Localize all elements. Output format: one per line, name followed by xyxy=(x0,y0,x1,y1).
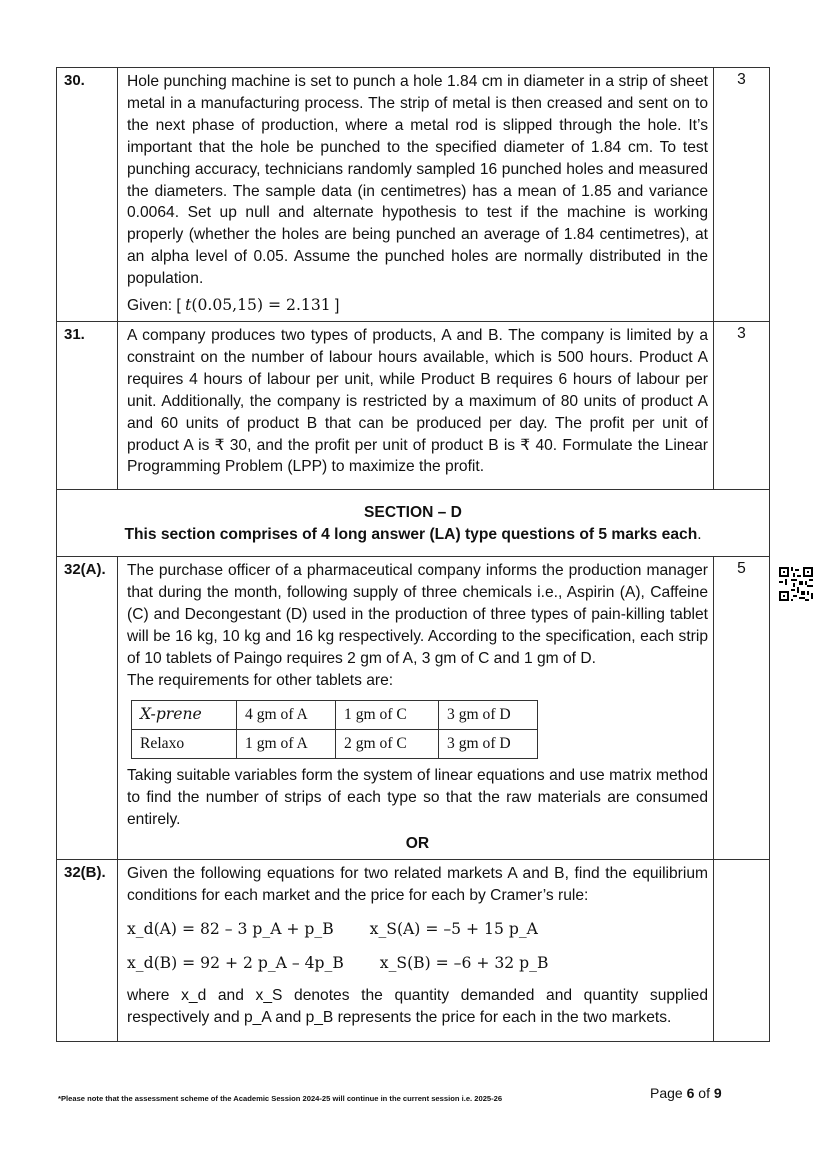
question-row xyxy=(57,860,770,1041)
equation-line-2 xyxy=(127,953,708,975)
section-header-row xyxy=(57,490,770,557)
page-number xyxy=(650,1085,722,1101)
equation-supply-a: x_S(A) = –5 + 15 p_A xyxy=(369,920,538,939)
question-marks xyxy=(714,860,770,1041)
questions-table xyxy=(56,67,770,1042)
where-text: where x_d and x_S denotes the quantity demanded and quantity supplied respectively and p_A and p_B represents the price for each in the two markets. xyxy=(127,987,708,1026)
or-label: OR xyxy=(405,835,430,853)
question-text: The purchase officer of a pharmaceutical company informs the production manager that during the month, following supply of three chemicals i.e., Aspirin (A), Caffeine (C) and Decongestant (D) used in the production of three types of pain-killing tablet will be 16 kg, 10 kg and 16 kg respectively. According to the specification, each strip of 10 tablets of Paingo requires 2 gm of A, 3 gm of C and 1 gm of D. xyxy=(127,562,708,667)
given-value: = 2.131 xyxy=(263,296,331,315)
question-number: 32(A). xyxy=(57,557,118,860)
question-text: Given the following equations for two related markets A and B, find the equilibrium conditions for each market and the price for each by Cramer’s rule: xyxy=(127,865,708,905)
page-of: of xyxy=(698,1085,710,1101)
given-line xyxy=(127,295,708,317)
question-text: A company produces two types of products, A and B. The company is limited by a constraint on the number of labour hours available, which is 500 hours. Product A requires 4 hours of labour per unit, while Product B requires 6 hours of labour per unit. Additionally, the company is restricted by a maximum of 80 units of product A and 60 units of product B that can be produced per day. The profit per unit of product A is ₹ 30, and the profit per unit of product B is ₹ 40. Formulate the Linear Programming Problem (LPP) to maximize the profit. xyxy=(127,326,708,476)
given-t-symbol: t xyxy=(185,296,192,315)
question-body xyxy=(118,68,714,322)
given-args: (0.05,15) xyxy=(191,296,264,315)
equation-supply-b: x_S(B) = –6 + 32 p_B xyxy=(379,954,549,973)
table-row xyxy=(132,700,538,729)
requirements-table xyxy=(131,700,538,759)
section-description xyxy=(57,524,769,546)
page-total: 9 xyxy=(713,1085,722,1101)
equation-demand-a: x_d(A) = 82 – 3 p_A + p_B xyxy=(127,920,334,939)
question-body xyxy=(118,557,714,860)
page-label: Page xyxy=(650,1085,683,1101)
given-label: Given: [ xyxy=(127,297,181,315)
page-current: 6 xyxy=(686,1085,695,1101)
table-cell: 4 gm of A xyxy=(237,700,336,729)
section-description-text: This section comprises of 4 long answer (LA) type questions of 5 marks each xyxy=(124,526,698,544)
question-row xyxy=(57,557,770,860)
question-number: 30. xyxy=(57,68,118,322)
question-body xyxy=(118,860,714,1041)
section-title: SECTION – D xyxy=(364,504,462,522)
section-header xyxy=(57,490,770,557)
requirements-label: The requirements for other tablets are: xyxy=(127,671,394,689)
given-close: ] xyxy=(330,297,340,315)
question-marks: 5 xyxy=(714,557,770,860)
question-text: Hole punching machine is set to punch a hole 1.84 cm in diameter in a strip of sheet metal in a manufacturing process. The strip of metal is then creased and sent on to the next phase of production, where a metal rod is slipped through the hole. It’s important that the hole be punched to the specified diameter of 1.84 cm. To test punching accuracy, technicians randomly sampled 16 punched holes and measured the diameters. The sample data (in centimetres) has a mean of 1.85 and variance 0.0064. Set up null and alternate hypothesis to test if the machine is working properly (whether the holes are being punched an average of 1.84 centimetres), at an alpha level of 0.05. Assume the punched holes are normally distributed in the population. xyxy=(127,73,708,288)
question-number: 31. xyxy=(57,321,118,489)
table-row xyxy=(132,729,538,758)
question-marks: 3 xyxy=(714,68,770,322)
qr-code-icon xyxy=(777,565,815,603)
question-marks: 3 xyxy=(714,321,770,489)
table-cell: 3 gm of D xyxy=(439,729,538,758)
table-cell: Relaxo xyxy=(132,729,237,758)
question-number: 32(B). xyxy=(57,860,118,1041)
equation-line-1 xyxy=(127,919,708,941)
table-cell: 2 gm of C xyxy=(336,729,439,758)
equation-demand-b: x_d(B) = 92 + 2 p_A – 4p_B xyxy=(127,954,344,973)
question-text-2: Taking suitable variables form the system of linear equations and use matrix method to find the number of strips of each type so that the raw materials are consumed entirely. xyxy=(127,766,708,828)
table-cell: X-prene xyxy=(132,700,237,729)
section-description-end: . xyxy=(697,526,702,544)
question-row xyxy=(57,321,770,489)
table-cell: 1 gm of C xyxy=(336,700,439,729)
table-cell: 1 gm of A xyxy=(237,729,336,758)
table-cell: 3 gm of D xyxy=(439,700,538,729)
footnote: *Please note that the assessment scheme of the Academic Session 2024-25 will continue in the current session i.e. 2025-26 xyxy=(58,1094,503,1103)
question-row xyxy=(57,68,770,322)
question-body xyxy=(118,321,714,489)
